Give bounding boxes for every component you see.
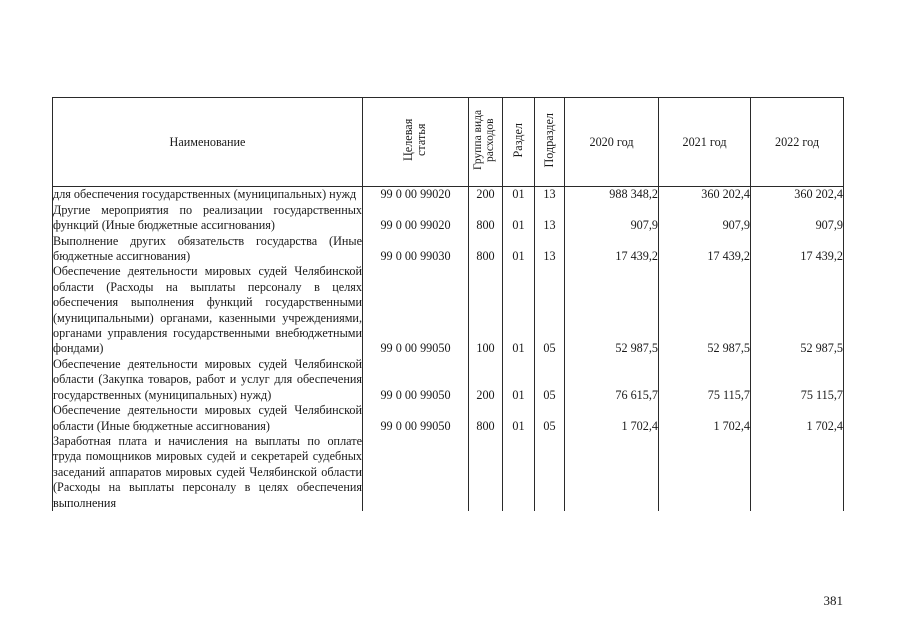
table-row <box>53 203 844 234</box>
row-article: 99 0 00 99050 <box>363 357 469 403</box>
row-2022: 52 987,5 <box>751 264 844 356</box>
row-group: 800 <box>469 203 503 234</box>
row-subsection: 13 <box>535 203 565 234</box>
row-subsection <box>535 434 565 511</box>
table-row <box>53 234 844 265</box>
row-2020: 988 348,2 <box>565 187 659 203</box>
header-section <box>503 98 535 187</box>
header-2022: 2022 год <box>751 98 844 187</box>
header-article-text: Целевая статья <box>400 118 428 162</box>
row-name: Заработная плата и начисления на выплаты по оплате труда помощников мировых судей и секретарей судебных заседаний аппаратов мировых судей Челябинской области (Расходы на выплаты персоналу в целях обеспечения выполнения <box>53 433 362 510</box>
row-article: 99 0 00 99030 <box>363 234 469 265</box>
row-group: 200 <box>469 357 503 403</box>
row-2022 <box>751 434 844 511</box>
row-article <box>363 434 469 511</box>
row-name: Обеспечение деятельности мировых судей Челябинской области (Иные бюджетные ассигнования) <box>53 403 362 433</box>
row-name: Другие мероприятия по реализации государственных функций (Иные бюджетные ассигнования) <box>53 202 362 233</box>
table-row <box>53 434 844 511</box>
row-section: 01 <box>503 403 535 434</box>
row-2021: 75 115,7 <box>659 357 751 403</box>
row-2022: 360 202,4 <box>751 187 844 203</box>
row-2021: 52 987,5 <box>659 264 751 356</box>
row-group: 800 <box>469 403 503 434</box>
table-row <box>53 357 844 403</box>
row-section: 01 <box>503 357 535 403</box>
row-2021: 17 439,2 <box>659 234 751 265</box>
row-2020 <box>565 434 659 511</box>
row-2021: 1 702,4 <box>659 403 751 434</box>
row-article: 99 0 00 99020 <box>363 187 469 203</box>
row-2022: 17 439,2 <box>751 234 844 265</box>
row-subsection: 13 <box>535 187 565 203</box>
row-2021 <box>659 434 751 511</box>
table-row <box>53 187 844 203</box>
header-name: Наименование <box>53 98 363 187</box>
row-2021: 360 202,4 <box>659 187 751 203</box>
header-subsection-text: Подраздел <box>542 112 556 168</box>
row-name: Обеспечение деятельности мировых судей Челябинской области (Закупка товаров, работ и услуг для обеспечения государственных (муниципальных) нужд) <box>53 356 362 402</box>
page-number: 381 <box>823 593 843 608</box>
header-subsection <box>535 98 565 187</box>
header-row <box>53 98 844 187</box>
table-row <box>53 264 844 356</box>
row-section <box>503 434 535 511</box>
table-header <box>53 98 844 187</box>
row-2022: 1 702,4 <box>751 403 844 434</box>
row-section: 01 <box>503 203 535 234</box>
row-group: 800 <box>469 234 503 265</box>
row-article: 99 0 00 99050 <box>363 264 469 356</box>
row-section: 01 <box>503 234 535 265</box>
row-group: 200 <box>469 187 503 203</box>
header-section-text: Раздел <box>511 122 525 158</box>
row-article: 99 0 00 99020 <box>363 203 469 234</box>
row-subsection: 13 <box>535 234 565 265</box>
header-2020: 2020 год <box>565 98 659 187</box>
row-2022: 75 115,7 <box>751 357 844 403</box>
row-group <box>469 434 503 511</box>
row-name: Выполнение других обязательств государства (Иные бюджетные ассигнования) <box>53 233 362 264</box>
header-article <box>363 98 469 187</box>
row-name: Обеспечение деятельности мировых судей Челябинской области (Расходы на выплаты персоналу в целях обеспечения выполнения функций государственными (муниципальными) органами, казенными учреждениями, органами управления государственными внебюджетными фондами) <box>53 264 362 356</box>
row-name: для обеспечения государственных (муниципальных) нужд <box>53 187 363 203</box>
row-section: 01 <box>503 187 535 203</box>
row-2020: 76 615,7 <box>565 357 659 403</box>
row-2020: 907,9 <box>565 203 659 234</box>
budget-table <box>52 97 844 511</box>
row-section: 01 <box>503 264 535 356</box>
header-2021: 2021 год <box>659 98 751 187</box>
header-group <box>469 98 503 187</box>
row-subsection: 05 <box>535 403 565 434</box>
table-body <box>53 187 844 511</box>
table-row <box>53 403 844 434</box>
row-subsection: 05 <box>535 357 565 403</box>
row-group: 100 <box>469 264 503 356</box>
row-2020: 1 702,4 <box>565 403 659 434</box>
row-subsection: 05 <box>535 264 565 356</box>
row-2020: 52 987,5 <box>565 264 659 356</box>
row-article: 99 0 00 99050 <box>363 403 469 434</box>
row-2021: 907,9 <box>659 203 751 234</box>
row-2020: 17 439,2 <box>565 234 659 265</box>
header-group-text: Группа вида расходов <box>471 109 496 171</box>
row-2022: 907,9 <box>751 203 844 234</box>
